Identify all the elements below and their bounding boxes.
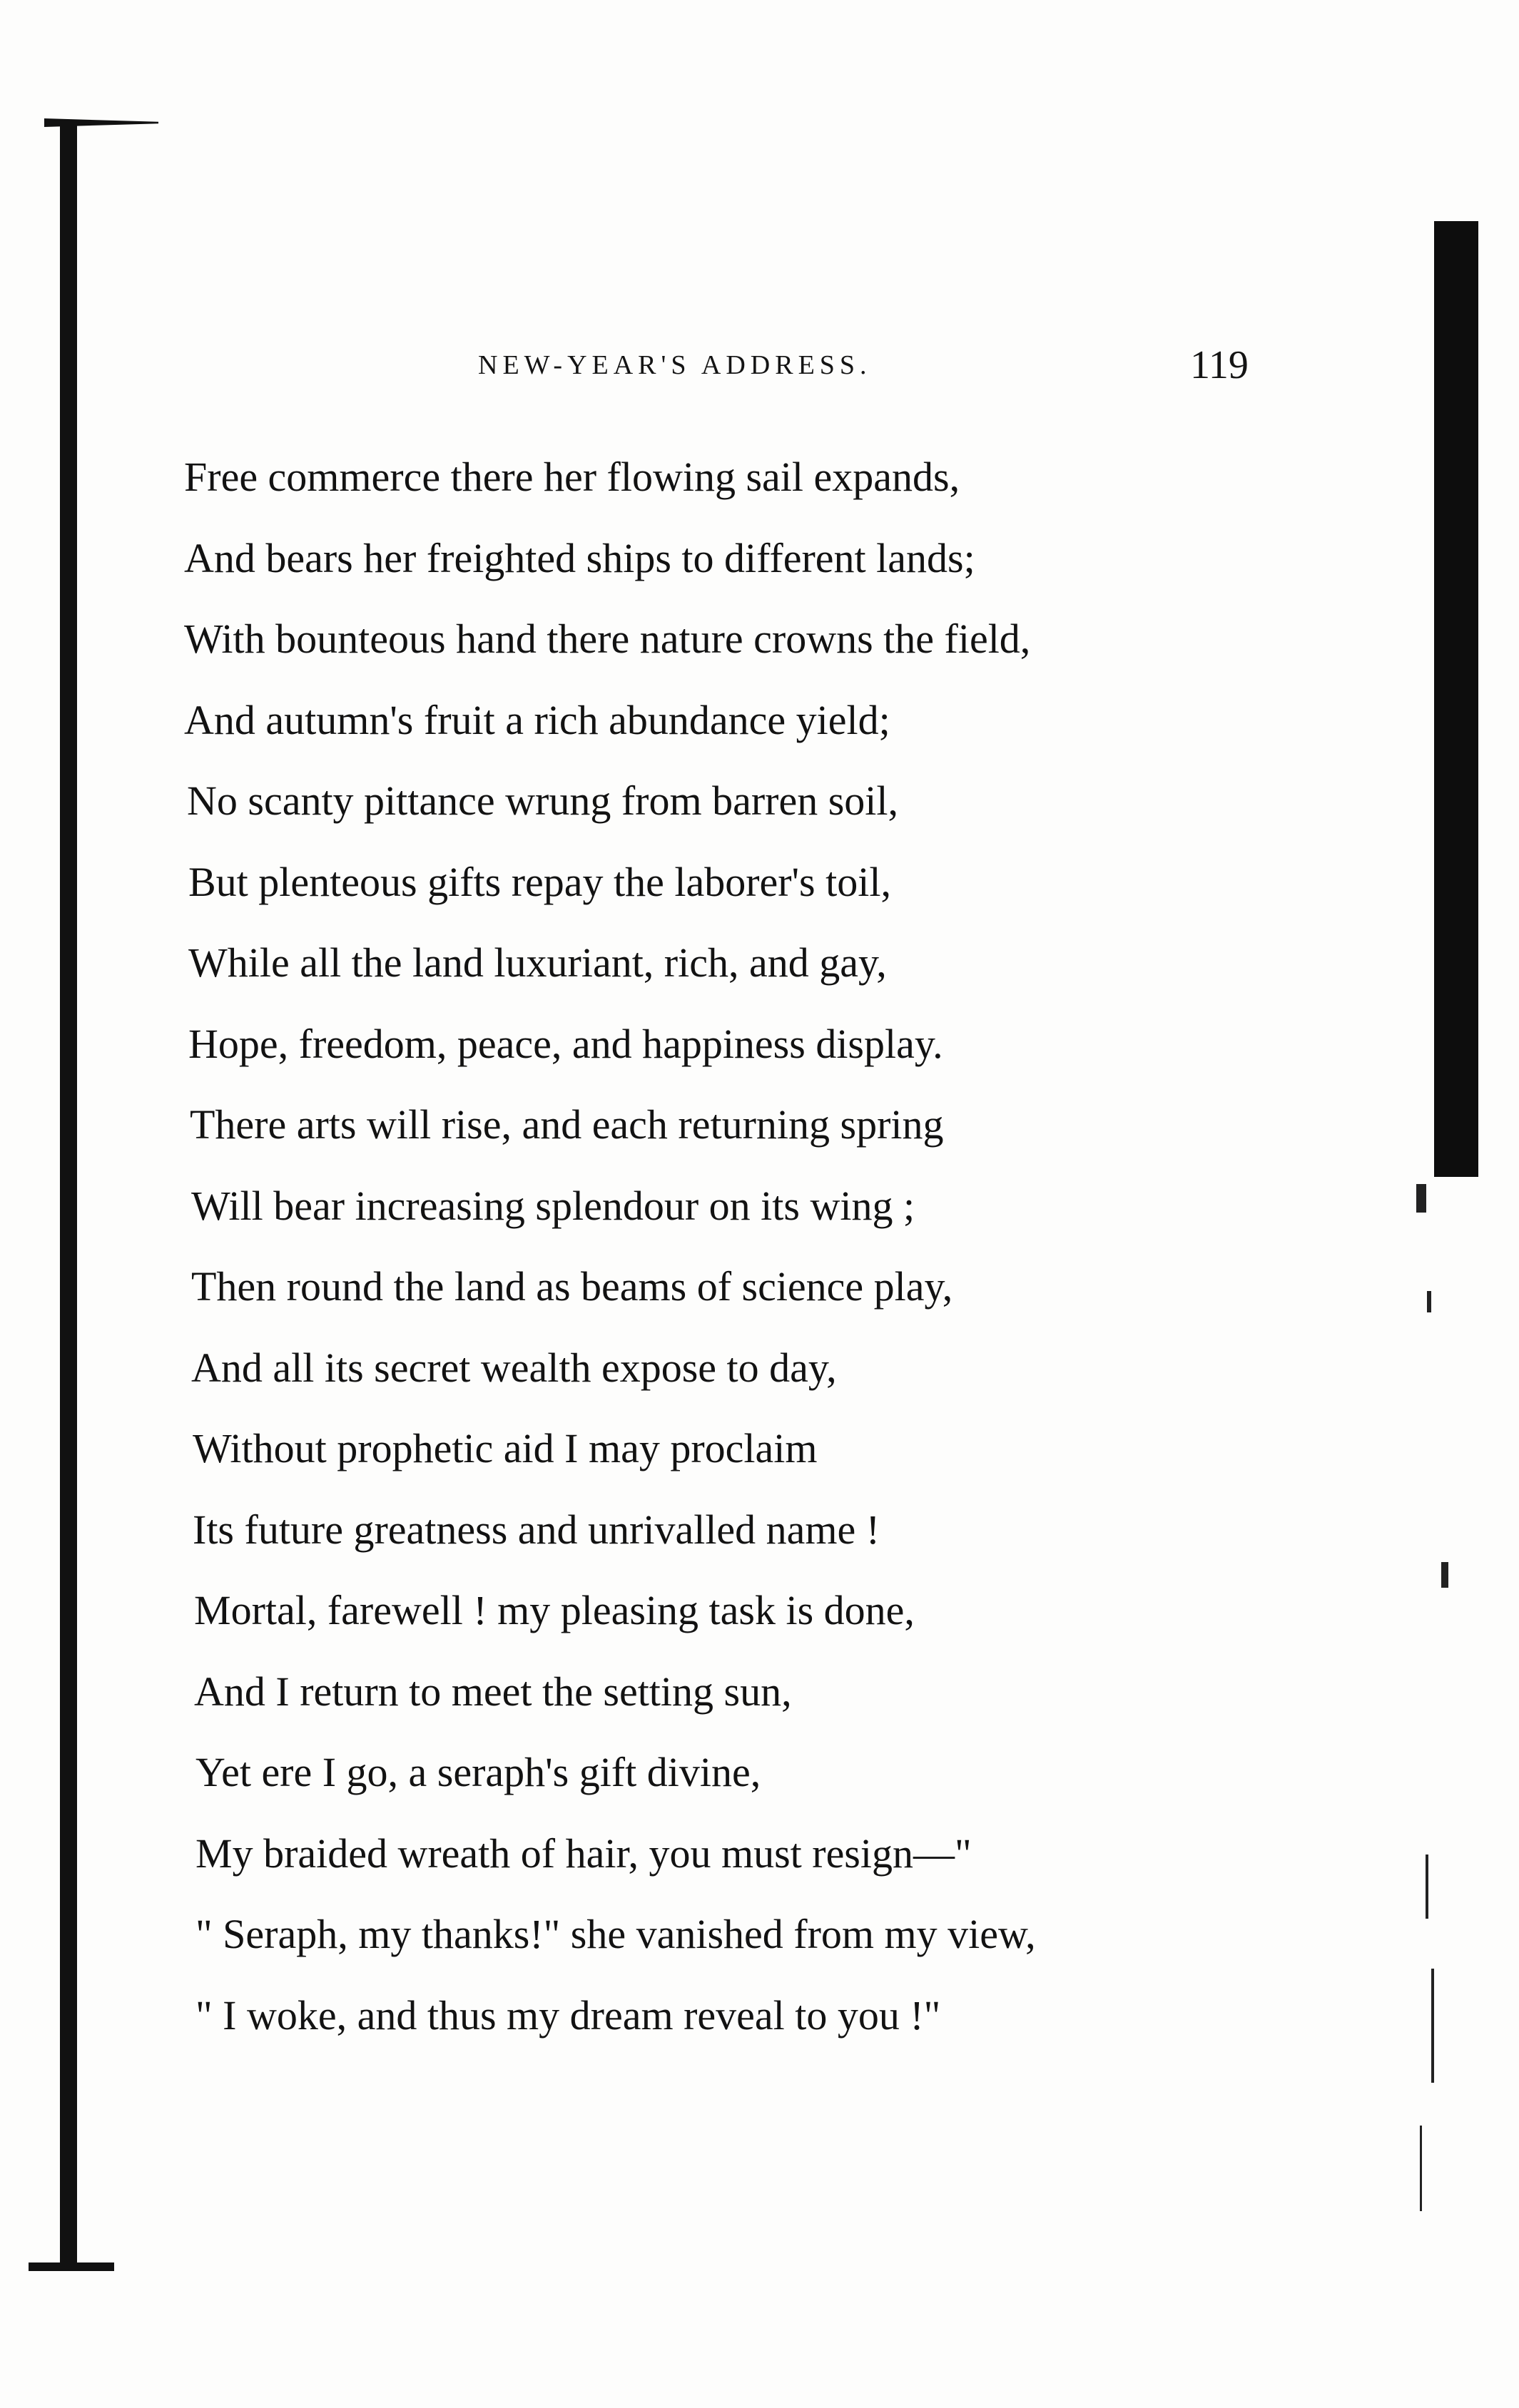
poem-line: While all the land luxuriant, rich, and gay, bbox=[188, 939, 887, 986]
poem-line: My braided wreath of hair, you must resign—" bbox=[195, 1830, 972, 1877]
scan-edge-speck bbox=[1426, 1855, 1428, 1919]
poem-line: Without prophetic aid I may proclaim bbox=[193, 1425, 818, 1471]
poem-line: No scanty pittance wrung from barren soil, bbox=[187, 777, 898, 824]
poem-line: But plenteous gifts repay the laborer's toil, bbox=[188, 858, 891, 905]
poem-line: " Seraph, my thanks!" she vanished from my view, bbox=[195, 1911, 1036, 1957]
poem-line: Yet ere I go, a seraph's gift divine, bbox=[195, 1749, 761, 1795]
poem-line: And bears her freighted ships to different lands; bbox=[184, 534, 975, 581]
poem-body bbox=[184, 437, 1397, 2056]
scan-edge-speck bbox=[1416, 1184, 1426, 1213]
scan-edge-speck bbox=[1441, 1562, 1448, 1588]
poem-line: There arts will rise, and each returning spring bbox=[190, 1101, 944, 1148]
poem-line: Then round the land as beams of science play, bbox=[191, 1263, 953, 1310]
poem-line: Will bear increasing splendour on its wing ; bbox=[191, 1182, 915, 1229]
poem-line: With bounteous hand there nature crowns the field, bbox=[184, 616, 1031, 662]
binding-rule-bottom bbox=[29, 2262, 114, 2271]
running-header bbox=[0, 342, 1519, 399]
poem-line: And autumn's fruit a rich abundance yield; bbox=[184, 696, 890, 743]
poem-line: Free commerce there her flowing sail expands, bbox=[184, 454, 960, 500]
scan-edge-speck bbox=[1420, 2126, 1422, 2211]
poem-line: Mortal, farewell ! my pleasing task is done, bbox=[194, 1587, 915, 1633]
poem-line: And all its secret wealth expose to day, bbox=[191, 1344, 837, 1391]
scan-edge-speck bbox=[1427, 1291, 1431, 1312]
poem-line: Its future greatness and unrivalled name ! bbox=[193, 1506, 880, 1553]
binding-rule bbox=[60, 123, 77, 2270]
poem-line: " I woke, and thus my dream reveal to you !" bbox=[195, 1991, 941, 2039]
page-number: 119 bbox=[1190, 343, 1249, 387]
poem-line: And I return to meet the setting sun, bbox=[194, 1668, 792, 1715]
scan-edge-speck bbox=[1431, 1969, 1434, 2083]
poem-line: Hope, freedom, peace, and happiness display. bbox=[188, 1020, 943, 1067]
running-title: NEW-YEAR'S ADDRESS. bbox=[478, 350, 872, 380]
